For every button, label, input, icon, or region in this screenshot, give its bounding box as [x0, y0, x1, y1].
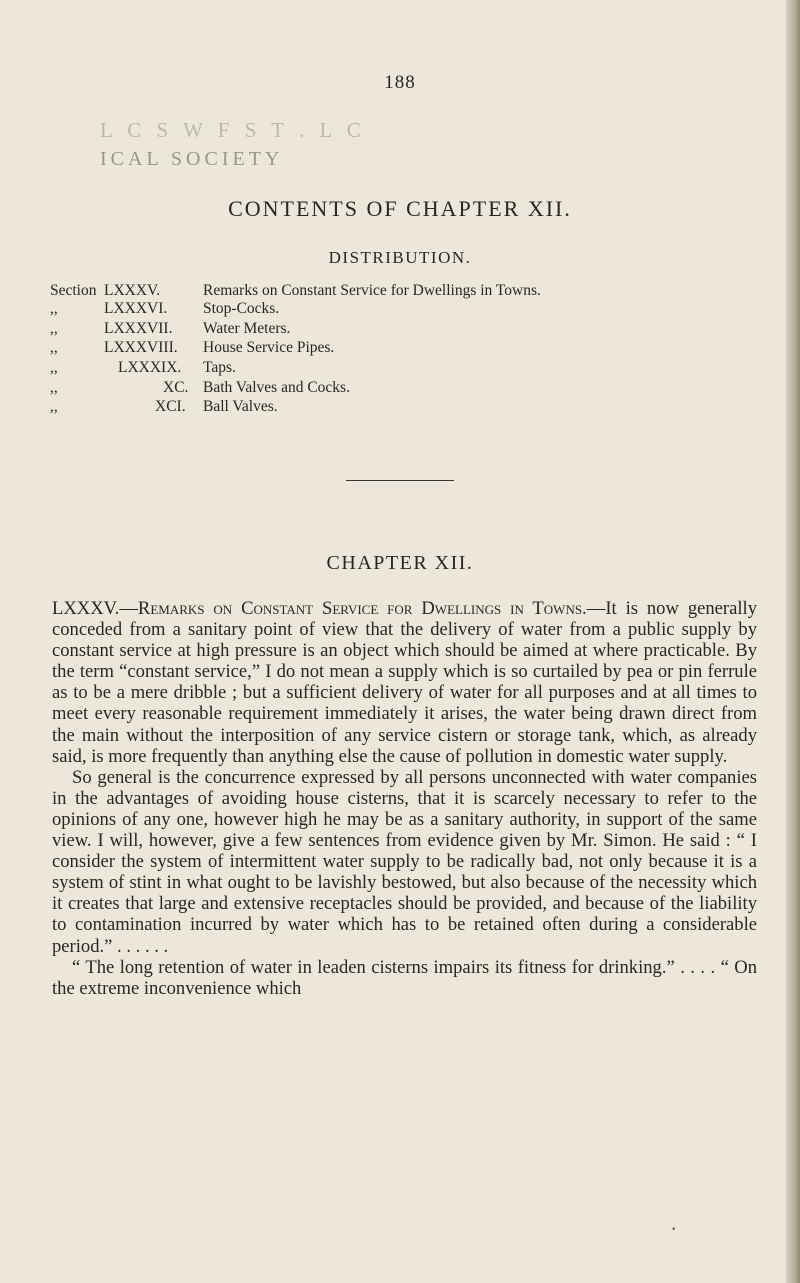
paragraph-3: “ The long retention of water in leaden cisterns impairs its fitness for drinking.” . . . . “ On the extreme inconvenience which	[52, 956, 757, 999]
contents-entry-number: LXXXVII.	[104, 320, 173, 337]
contents-entry-number: LXXXVI.	[104, 300, 168, 317]
contents-entry-title: Ball Valves.	[203, 398, 278, 415]
contents-entry	[0, 300, 760, 318]
contents-entry-label: Section	[50, 282, 97, 299]
contents-entry-title: Stop-Cocks.	[203, 300, 280, 317]
contents-entry-label: ,,	[50, 379, 58, 396]
paragraph-1	[52, 598, 757, 767]
contents-entry-title: Taps.	[203, 359, 236, 376]
contents-entry-title: Remarks on Constant Service for Dwellings in Towns.	[203, 282, 541, 299]
contents-entry-label: ,,	[50, 398, 58, 415]
contents-entry-number: LXXXVIII.	[104, 339, 178, 356]
library-stamp: ICAL SOCIETY	[100, 148, 284, 170]
contents-entry-number: XCI.	[155, 398, 186, 415]
contents-heading: CONTENTS OF CHAPTER XII.	[228, 196, 572, 221]
contents-entry	[0, 282, 760, 300]
paragraph-2: So general is the concurrence expressed by all persons unconnected with water companies in the advantages of avoiding house cisterns, that it is scarcely necessary to refer to the opinions of any one, however high he may be as a sanitary authority, in support of the same view. I will, however, give a few sentences from evidence given by Mr. Simon. He said : “ I consider the system of intermittent water supply to be radically bad, not only because it is a system of stint in what ought to be lavishly bestowed, but also because of the necessity which it creates that large and extensive receptacles should be provided, and because of the liability to contamination incurred by water which has to be retained often during a considerable period.” . . . . . .	[52, 766, 757, 957]
section-title: Remarks on Constant Service for Dwellings in Towns.	[137, 598, 587, 619]
contents-entry	[0, 320, 760, 338]
page-number: 188	[384, 72, 416, 93]
library-stamp-faint: L C S W F S T . L C	[100, 118, 366, 142]
contents-entry	[0, 339, 760, 357]
section-divider	[346, 480, 454, 481]
chapter-body	[52, 598, 757, 999]
contents-entry-number: LXXXV.	[104, 282, 161, 299]
section-number: LXXXV.—	[52, 598, 138, 619]
paragraph-1-text: —It is now generally conceded from a sanitary point of view that the delivery of water from a public supply by constant service at high pressure is an object which should be aimed at where practicable. By the term “constant service,” I do not mean a supply which is so curtailed by pea or pin ferrule as to be a mere dribble ; but a sufficient delivery of water for all purposes and at all times to meet every reasonable requirement immediately it arises, the water being drawn direct from the main without the interposition of any service cistern or storage tank, which, as already said, is more frequently than anything else the cause of pollution in domestic water supply.	[52, 598, 757, 767]
ink-mark: ·	[670, 1216, 678, 1241]
contents-entry-label: ,,	[50, 300, 58, 317]
contents-entry-label: ,,	[50, 339, 58, 356]
contents-entry-title: House Service Pipes.	[203, 339, 335, 356]
contents-entry-title: Bath Valves and Cocks.	[203, 379, 350, 396]
contents-entry	[0, 379, 760, 397]
contents-entry-number: XC.	[163, 379, 189, 396]
contents-entry-number: LXXXIX.	[118, 359, 182, 376]
contents-entry	[0, 398, 760, 416]
contents-entry	[0, 359, 760, 377]
contents-entry-label: ,,	[50, 359, 58, 376]
contents-subheading: DISTRIBUTION.	[328, 248, 472, 267]
page-edge	[786, 0, 800, 1283]
chapter-heading: CHAPTER XII.	[326, 552, 474, 574]
contents-entry-label: ,,	[50, 320, 58, 337]
contents-entry-title: Water Meters.	[203, 320, 291, 337]
